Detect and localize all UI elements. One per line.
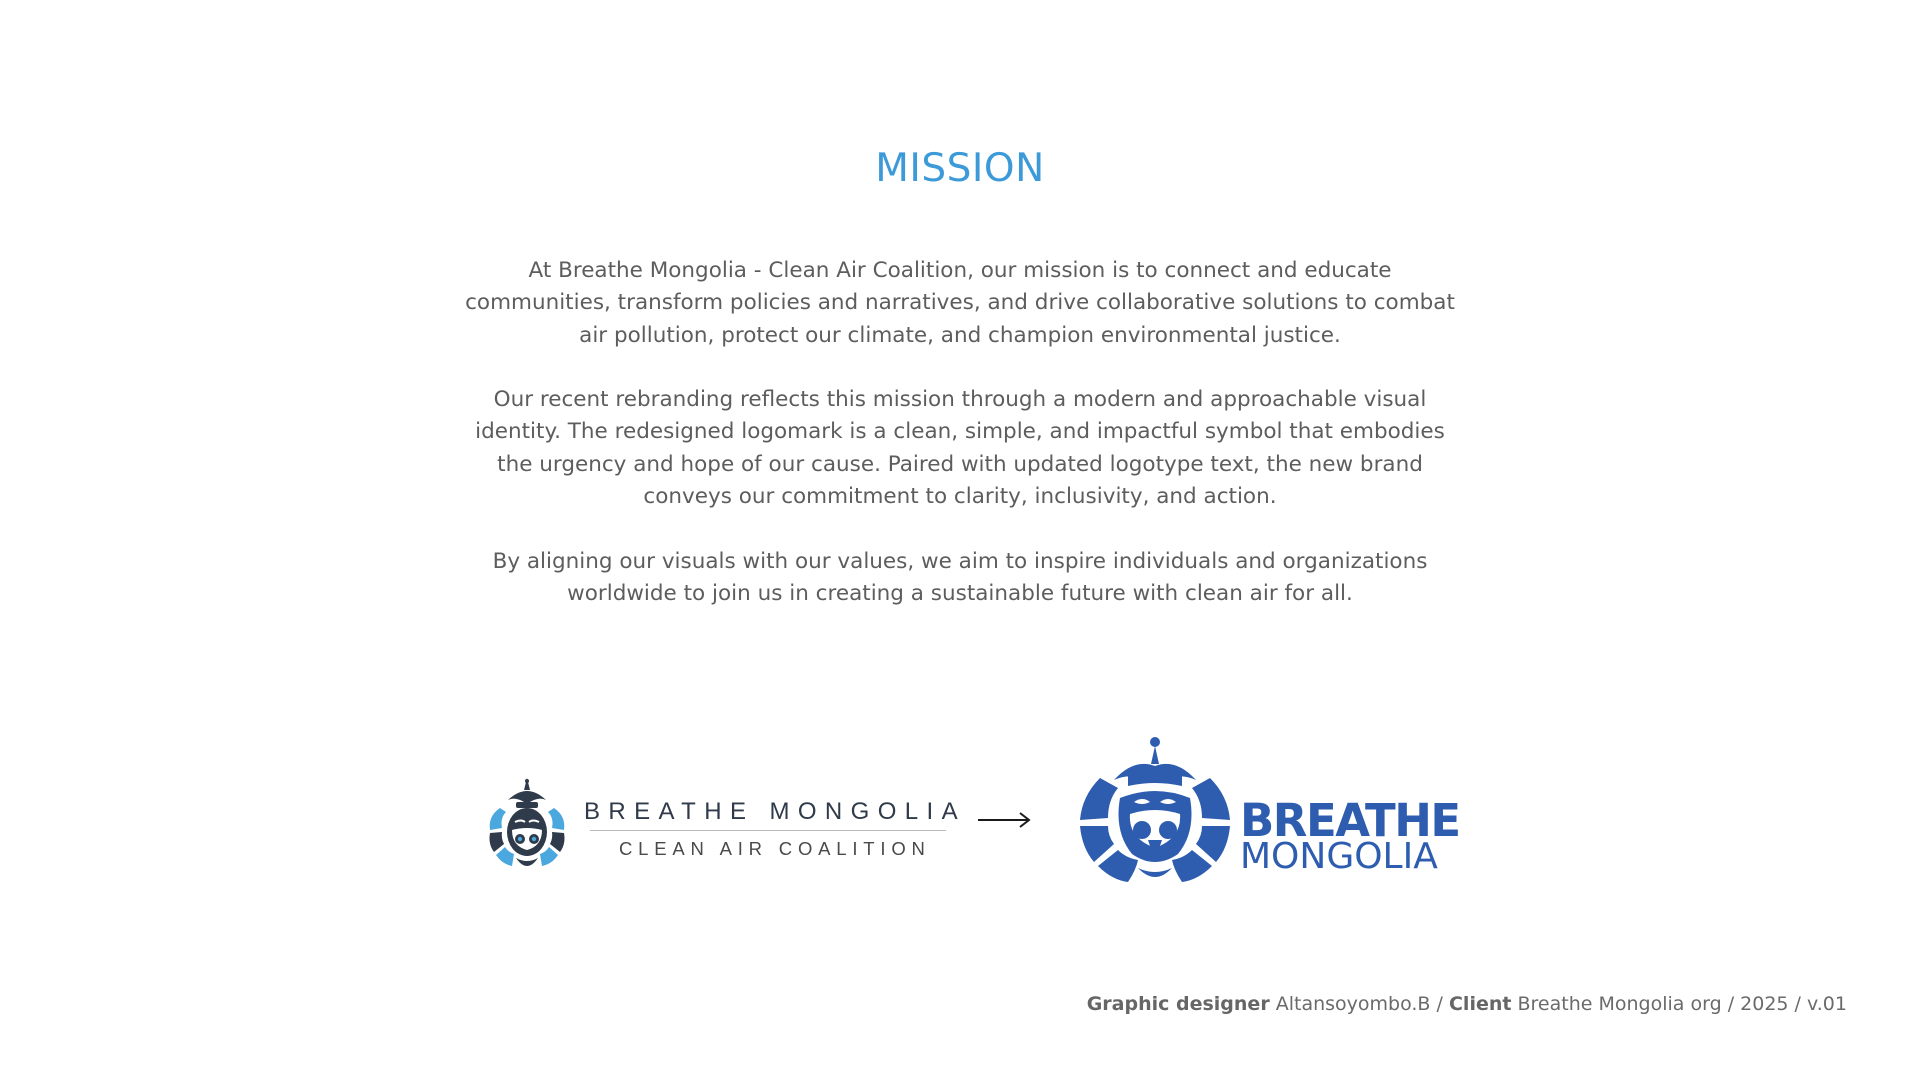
old-logo-subtitle: CLEAN AIR COALITION [619, 838, 931, 859]
designer-label: Graphic designer [1086, 993, 1270, 1015]
client-label: Client [1448, 993, 1512, 1015]
page-title: MISSION [875, 146, 1045, 191]
credit-version: v.01 [1807, 993, 1847, 1015]
client-name: Breathe Mongolia org [1517, 993, 1722, 1015]
old-logo-name: BREATHE MONGOLIA [584, 798, 966, 825]
old-logo [486, 778, 966, 874]
designer-name: Altansoyombo.B [1275, 993, 1431, 1015]
new-logo-line1: BREATHE [1240, 794, 1460, 847]
mission-paragraph-2: Our recent rebranding reflects this mission through a modern and approachable visual identity. The redesigned logomark is a clean, simple, and impactful symbol that embodies the urgency and hope of our cause. Paired with updated logotype text, the new brand conveys our commitment to clarity, inclusivity, and action. [475, 387, 1445, 510]
right-arrow-icon [976, 806, 1032, 834]
old-logo-divider [590, 830, 946, 831]
credit-line [1087, 993, 1847, 1015]
credit-separator: / [1794, 993, 1801, 1015]
credit-year: 2025 [1740, 993, 1789, 1015]
credit-separator: / [1436, 993, 1443, 1015]
mission-text [460, 255, 1460, 643]
old-logomark-icon [486, 778, 568, 874]
mission-paragraph-3: By aligning our visuals with our values, we aim to inspire individuals and organizations worldwide to join us in creating a sustainable future with clean air for all. [492, 548, 1428, 606]
credit-separator: / [1727, 993, 1735, 1015]
new-logomark-icon [1078, 736, 1232, 886]
mission-paragraph-1: At Breathe Mongolia - Clean Air Coalition, our mission is to connect and educate communities, transform policies and narratives, and drive collaborative solutions to combat air pollution, protect our climate, and champion environmental justice. [465, 258, 1455, 348]
new-logo-line2: MONGOLIA [1240, 836, 1438, 877]
